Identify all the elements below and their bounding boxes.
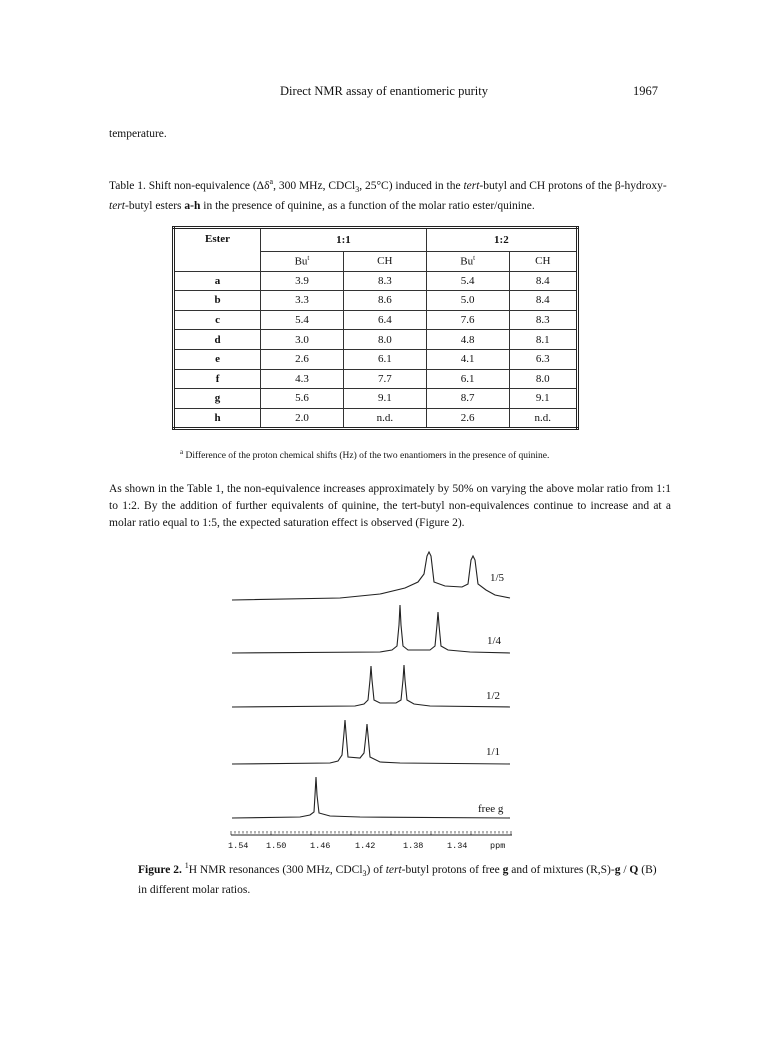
bu-sup: t	[307, 254, 310, 263]
bu2-cell: 4.1	[426, 349, 509, 369]
bu2-cell: 4.8	[426, 330, 509, 350]
ch2-cell: 8.3	[509, 310, 577, 330]
ratio-2-header: 1:2	[426, 228, 577, 252]
fig-caption-b: ) of	[366, 863, 386, 876]
bu1-cell: 3.9	[261, 271, 344, 291]
intro-word: temperature.	[109, 128, 167, 140]
spectrum-trace-1-1	[232, 720, 510, 764]
caption-prefix: Table 1. Shift non-equivalence (Δδ	[109, 179, 270, 192]
caption-end: in the presence of quinine, as a function of the molar ratio ester/quinine.	[200, 200, 535, 213]
ch1-cell: 6.4	[343, 310, 426, 330]
bu2-cell: 8.7	[426, 389, 509, 409]
bu1-cell: 2.6	[261, 349, 344, 369]
bu-text: Bu	[460, 256, 474, 269]
caption-em2: tert	[109, 200, 125, 213]
spectrum-trace-1-2	[232, 665, 510, 707]
bu1-cell: 3.3	[261, 291, 344, 311]
ester-cell: h	[174, 408, 261, 429]
body-paragraph: As shown in the Table 1, the non-equivalence increases approximately by 50% on varying the above molar ratio from 1:1 to 1:2. By the addition of further equivalents of quinine, the tert-butyl non-equivalences continue to increase and at a molar ratio equal to 1:5, the expected saturation effect is observed (Figure 2).	[109, 483, 671, 529]
ch2-cell: 9.1	[509, 389, 577, 409]
ch1-cell: n.d.	[343, 408, 426, 429]
bu2-cell: 7.6	[426, 310, 509, 330]
ch2-cell: 8.0	[509, 369, 577, 389]
fig-caption-f: (B) in different molar ratios.	[138, 863, 657, 897]
page-number: 1967	[633, 84, 658, 98]
ch1-cell: 9.1	[343, 389, 426, 409]
axis-tick-label: 1.38	[403, 841, 424, 851]
bu1-cell: 5.4	[261, 310, 344, 330]
axis-tick-label: 1.50	[266, 841, 287, 851]
spectrum-trace-1-5	[232, 552, 510, 600]
subheader-ch-1: CH	[343, 252, 426, 272]
ch2-cell: 8.4	[509, 271, 577, 291]
ratio-1-header: 1:1	[261, 228, 427, 252]
ester-cell: g	[174, 389, 261, 409]
running-header-title: Direct NMR assay of enantiomeric purity	[280, 84, 488, 98]
spectrum-trace-1-4	[232, 605, 510, 653]
caption-sup: a	[269, 177, 274, 186]
axis-tick-label: 1.42	[355, 841, 376, 851]
spectrum-trace-free-g	[232, 777, 510, 818]
bu-sup: t	[473, 254, 476, 263]
ch1-cell: 8.0	[343, 330, 426, 350]
ch1-cell: 8.6	[343, 291, 426, 311]
bu1-cell: 2.0	[261, 408, 344, 429]
ch1-cell: 7.7	[343, 369, 426, 389]
figure-label: Figure 2.	[138, 863, 185, 876]
bu1-cell: 5.6	[261, 389, 344, 409]
axis-unit-label: ppm	[490, 841, 506, 851]
ch2-cell: 6.3	[509, 349, 577, 369]
subheader-ch-2: CH	[509, 252, 577, 272]
caption-em: tert	[463, 179, 480, 192]
ester-cell: d	[174, 330, 261, 350]
fig-sub: 3	[362, 869, 367, 879]
axis-tick-label: 1.54	[228, 841, 249, 851]
bu2-cell: 2.6	[426, 408, 509, 429]
ch2-cell: n.d.	[509, 408, 577, 429]
caption-bold: a-h	[184, 200, 201, 213]
bu2-cell: 6.1	[426, 369, 509, 389]
col-ester-header: Ester	[174, 228, 261, 272]
fig-caption-c: -butyl protons of free	[401, 863, 503, 876]
caption-mid: , 300 MHz, CDCl	[273, 179, 356, 192]
trace-label-1-2: 1/2	[486, 690, 501, 702]
fig-caption-a: H NMR resonances (300 MHz, CDCl	[188, 863, 363, 876]
ch2-cell: 8.1	[509, 330, 577, 350]
caption-mid2: , 25°C) induced in the	[359, 179, 464, 192]
ester-cell: e	[174, 349, 261, 369]
trace-label-free-g: free g	[478, 803, 504, 815]
trace-label-1-4: 1/4	[487, 635, 502, 647]
footnote-text: Difference of the proton chemical shifts (Hz) of the two enantiomers in the presence of quinine.	[183, 451, 550, 462]
caption-rest: -butyl and CH protons of the β-hydroxy-	[479, 179, 667, 192]
bu2-cell: 5.0	[426, 291, 509, 311]
fig-caption-e: /	[620, 863, 630, 876]
fig-caption-em: tert	[385, 863, 402, 876]
caption-sub: 3	[355, 185, 360, 195]
ester-cell: f	[174, 369, 261, 389]
bu1-cell: 3.0	[261, 330, 344, 350]
figure-caption	[138, 857, 658, 899]
fig-bold-g: g	[502, 863, 509, 876]
fig-bold-q: Q	[629, 863, 639, 876]
trace-label-1-5: 1/5	[490, 572, 505, 584]
ester-cell: b	[174, 291, 261, 311]
ester-cell: c	[174, 310, 261, 330]
bu-text: Bu	[294, 256, 308, 269]
caption-rest2: -butyl esters	[124, 200, 185, 213]
ch2-cell: 8.4	[509, 291, 577, 311]
axis-tick-label: 1.46	[310, 841, 331, 851]
fig-bold-g2: g	[614, 863, 621, 876]
ch1-cell: 8.3	[343, 271, 426, 291]
ch1-cell: 6.1	[343, 349, 426, 369]
ester-cell: a	[174, 271, 261, 291]
bu1-cell: 4.3	[261, 369, 344, 389]
fig-caption-d: and of mixtures (R,S)-	[508, 863, 615, 876]
bu2-cell: 5.4	[426, 271, 509, 291]
axis-tick-label: 1.34	[447, 841, 468, 851]
fig-sup: 1	[184, 861, 189, 870]
footnote-sup: a	[180, 448, 184, 456]
trace-label-1-1: 1/1	[486, 746, 501, 758]
